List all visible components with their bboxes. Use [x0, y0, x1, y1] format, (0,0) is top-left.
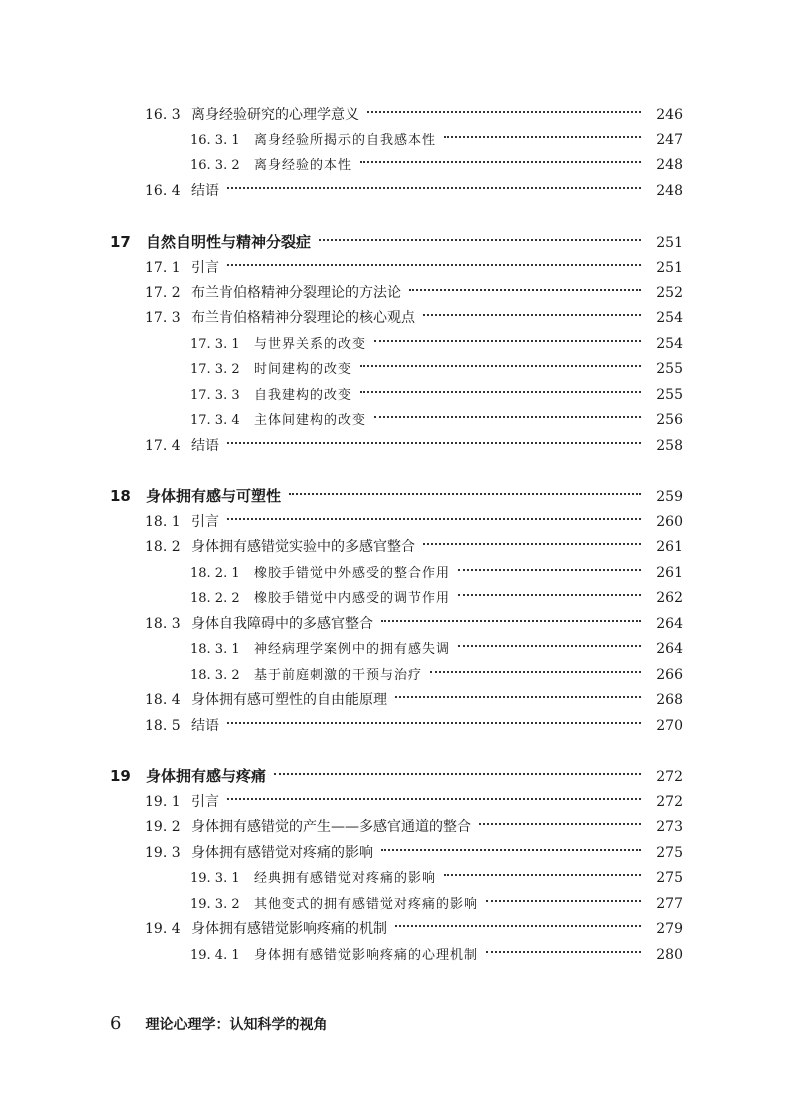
toc-title: 结语 — [191, 183, 219, 199]
toc-number: 16. 3. 1 — [190, 133, 240, 148]
dot-leader — [374, 340, 641, 342]
dot-leader — [274, 773, 641, 775]
toc-title: 身体拥有感可塑性的自由能原理 — [191, 692, 387, 708]
dot-leader — [444, 136, 641, 138]
toc-title: 身体拥有感与疼痛 — [146, 767, 267, 785]
dot-leader — [458, 569, 641, 571]
toc-number: 16. 3 — [145, 107, 181, 123]
toc-title: 身体拥有感错觉影响疼痛的机制 — [191, 921, 387, 937]
toc-number: 19 — [110, 767, 131, 785]
toc-number: 19. 4. 1 — [190, 948, 240, 963]
toc-page-number: 259 — [656, 489, 683, 505]
toc-title: 离身经验研究的心理学意义 — [191, 107, 359, 123]
dot-leader — [479, 823, 641, 825]
toc-number: 17. 2 — [145, 285, 181, 301]
dot-leader — [381, 620, 641, 622]
toc-number: 18. 1 — [145, 514, 181, 530]
toc-page-number: 273 — [656, 819, 683, 835]
toc-title: 引言 — [191, 514, 219, 530]
toc-section-entry — [145, 435, 683, 457]
toc-page-number: 246 — [656, 107, 683, 123]
toc-title: 布兰肯伯格精神分裂理论的核心观点 — [191, 310, 415, 326]
toc-number: 17. 3 — [145, 310, 181, 326]
toc-title: 时间建构的改变 — [254, 362, 353, 377]
toc-chapter-entry — [110, 231, 683, 253]
dot-leader — [458, 594, 641, 596]
dot-leader — [227, 442, 641, 444]
toc-subsection-entry — [190, 409, 683, 431]
toc-page-number: 261 — [656, 565, 683, 581]
toc-subsection-entry — [190, 893, 683, 915]
toc-number: 17. 3. 3 — [190, 388, 240, 403]
dot-leader — [444, 874, 641, 876]
toc-number: 18 — [110, 487, 131, 505]
toc-page-number: 272 — [656, 769, 683, 785]
toc-number: 19. 1 — [145, 794, 181, 810]
page-footer — [110, 1013, 327, 1034]
toc-section-entry — [145, 307, 683, 329]
toc-page-number: 266 — [656, 667, 683, 683]
dot-leader — [430, 671, 641, 673]
toc-title: 橡胶手错觉中外感受的整合作用 — [254, 566, 451, 581]
toc-number: 19. 3. 1 — [190, 871, 240, 886]
dot-leader — [423, 314, 641, 316]
toc-page-number: 280 — [656, 947, 683, 963]
toc-number: 19. 3 — [145, 845, 181, 861]
toc-number: 18. 3. 1 — [190, 642, 240, 657]
toc-title: 布兰肯伯格精神分裂理论的方法论 — [191, 285, 401, 301]
dot-leader — [486, 900, 641, 902]
toc-number: 17. 4 — [145, 438, 181, 454]
toc-page-number: 252 — [656, 285, 683, 301]
toc-number: 18. 2 — [145, 539, 181, 555]
toc-number: 17. 3. 2 — [190, 362, 240, 377]
toc-title: 神经病理学案例中的拥有感失调 — [254, 642, 451, 657]
dot-leader — [360, 161, 641, 163]
dot-leader — [227, 264, 641, 266]
toc-page-number: 260 — [656, 514, 683, 530]
toc-title: 身体拥有感与可塑性 — [146, 487, 282, 505]
dot-leader — [227, 187, 641, 189]
toc-page-number: 251 — [656, 260, 683, 276]
toc-subsection-entry — [190, 944, 683, 966]
toc-number: 16. 4 — [145, 183, 181, 199]
dot-leader — [486, 951, 641, 953]
toc-subsection-entry — [190, 562, 683, 584]
toc-title: 引言 — [191, 260, 219, 276]
toc-number: 18. 4 — [145, 692, 181, 708]
toc-section-entry — [145, 180, 683, 202]
dot-leader — [367, 111, 641, 113]
dot-leader — [360, 365, 641, 367]
toc-section-entry — [145, 816, 683, 838]
toc-page-number: 277 — [656, 896, 683, 912]
toc-subsection-entry — [190, 333, 683, 355]
toc-title: 结语 — [191, 718, 219, 734]
toc-page-number: 247 — [656, 132, 683, 148]
toc-section-entry — [145, 536, 683, 558]
toc-section-entry — [145, 613, 683, 635]
toc-page-number: 270 — [656, 718, 683, 734]
toc-section-entry — [145, 842, 683, 864]
toc-page-number: 255 — [656, 387, 683, 403]
toc-title: 经典拥有感错觉对疼痛的影响 — [254, 871, 437, 886]
toc-section-entry — [145, 511, 683, 533]
toc-title: 自我建构的改变 — [254, 388, 353, 403]
toc-title: 身体自我障碍中的多感官整合 — [191, 616, 373, 632]
toc-section-entry — [145, 715, 683, 737]
dot-leader — [395, 696, 641, 698]
toc-title: 主体间建构的改变 — [254, 413, 367, 428]
dot-leader — [289, 493, 641, 495]
toc-number: 19. 2 — [145, 819, 181, 835]
toc-title: 自然自明性与精神分裂症 — [146, 233, 312, 251]
toc-title: 其他变式的拥有感错觉对疼痛的影响 — [254, 897, 479, 912]
toc-number: 17. 3. 1 — [190, 337, 240, 352]
dot-leader — [395, 925, 641, 927]
dot-leader — [227, 798, 641, 800]
toc-title: 离身经验的本性 — [254, 158, 353, 173]
toc-section-entry — [145, 791, 683, 813]
toc-page-number: 262 — [656, 590, 683, 606]
toc-number: 17. 1 — [145, 260, 181, 276]
dot-leader — [227, 722, 641, 724]
toc-number: 17. 3. 4 — [190, 413, 240, 428]
dot-leader — [374, 416, 641, 418]
toc-number: 17 — [110, 233, 131, 251]
toc-section-entry — [145, 918, 683, 940]
toc-chapter-entry — [110, 765, 683, 787]
toc-page-number: 248 — [656, 157, 683, 173]
toc-number: 19. 4 — [145, 921, 181, 937]
toc-title: 橡胶手错觉中内感受的调节作用 — [254, 591, 451, 606]
toc-page-number: 258 — [656, 438, 683, 454]
toc-section-entry — [145, 104, 683, 126]
footer-book-title: 理论心理学：认知科学的视角 — [145, 1017, 328, 1033]
toc-page-number: 264 — [656, 641, 683, 657]
toc-title: 身体拥有感错觉实验中的多感官整合 — [191, 539, 415, 555]
dot-leader — [423, 543, 641, 545]
dot-leader — [227, 518, 641, 520]
toc-subsection-entry — [190, 129, 683, 151]
toc-page-number: 251 — [656, 235, 683, 251]
dot-leader — [319, 239, 641, 241]
toc-section-entry — [145, 689, 683, 711]
toc-page-number: 275 — [656, 870, 683, 886]
footer-page-number: 6 — [110, 1013, 122, 1034]
toc-title: 身体拥有感错觉对疼痛的影响 — [191, 845, 373, 861]
toc-title: 离身经验所揭示的自我感本性 — [254, 133, 437, 148]
toc-page-number: 248 — [656, 183, 683, 199]
toc-number: 18. 3. 2 — [190, 668, 240, 683]
toc-page-number: 254 — [656, 310, 683, 326]
toc-title: 基于前庭刺激的干预与治疗 — [254, 668, 423, 683]
toc-page-number: 255 — [656, 361, 683, 377]
dot-leader — [381, 849, 641, 851]
toc-title: 身体拥有感错觉的产生——多感官通道的整合 — [191, 819, 471, 835]
toc-page-number: 254 — [656, 336, 683, 352]
toc-subsection-entry — [190, 358, 683, 380]
toc-number: 19. 3. 2 — [190, 897, 240, 912]
dot-leader — [360, 391, 641, 393]
toc-page-number: 256 — [656, 412, 683, 428]
toc-number: 18. 3 — [145, 616, 181, 632]
toc-subsection-entry — [190, 587, 683, 609]
toc-page-number: 264 — [656, 616, 683, 632]
toc-title: 引言 — [191, 794, 219, 810]
toc-subsection-entry — [190, 664, 683, 686]
toc-title: 结语 — [191, 438, 219, 454]
toc-page-number: 275 — [656, 845, 683, 861]
toc-section-entry — [145, 257, 683, 279]
dot-leader — [409, 289, 641, 291]
toc-number: 16. 3. 2 — [190, 158, 240, 173]
toc-subsection-entry — [190, 638, 683, 660]
toc-section-entry — [145, 282, 683, 304]
toc-subsection-entry — [190, 867, 683, 889]
dot-leader — [458, 645, 641, 647]
toc-title: 与世界关系的改变 — [254, 337, 367, 352]
toc-number: 18. 5 — [145, 718, 181, 734]
toc-page-number: 272 — [656, 794, 683, 810]
toc-number: 18. 2. 1 — [190, 566, 240, 581]
toc-subsection-entry — [190, 384, 683, 406]
toc-page-number: 279 — [656, 921, 683, 937]
toc-chapter-entry — [110, 485, 683, 507]
toc-number: 18. 2. 2 — [190, 591, 240, 606]
toc-subsection-entry — [190, 154, 683, 176]
toc-title: 身体拥有感错觉影响疼痛的心理机制 — [254, 948, 479, 963]
toc-page-number: 268 — [656, 692, 683, 708]
toc-page-number: 261 — [656, 539, 683, 555]
